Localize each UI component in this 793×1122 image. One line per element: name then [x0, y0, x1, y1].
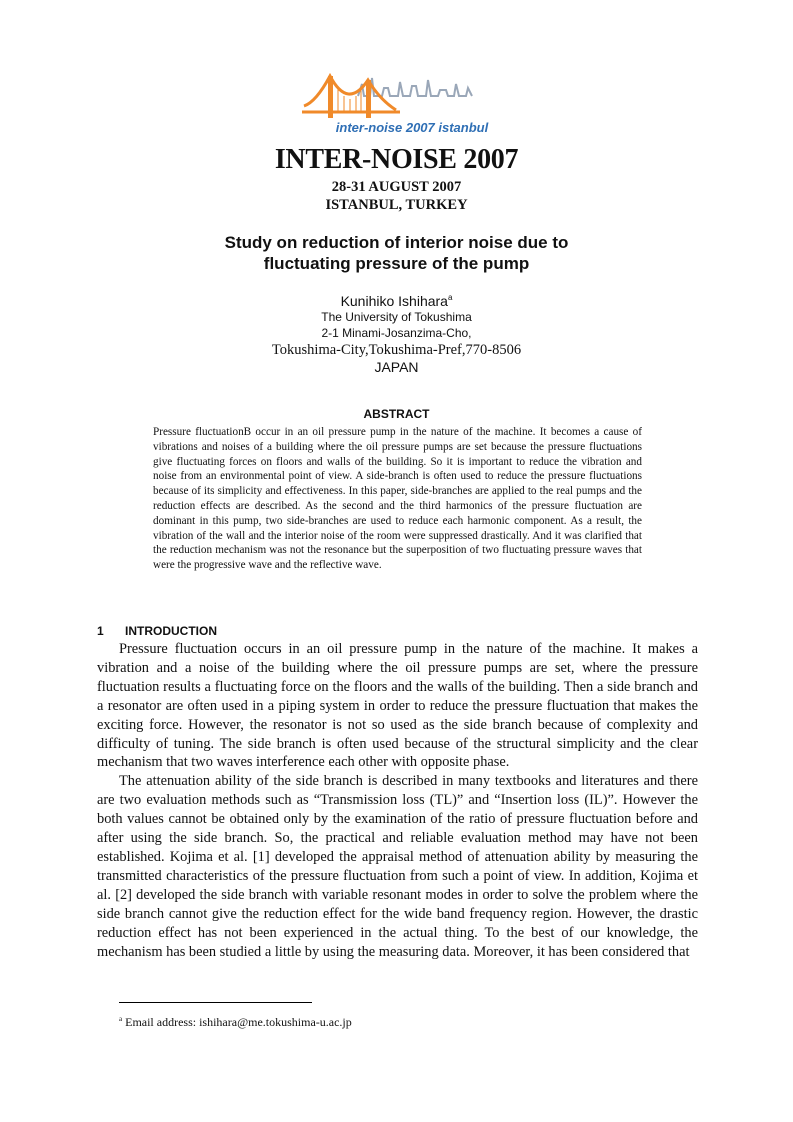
body-paragraph-2: The attenuation ability of the side branch is described in many textbooks and literatures and there are two evaluation methods such as “Transmission loss (TL)” and “Insertion loss (IL)”. However the both values cannot be obtained only by the examination of the ratio of pressure fluctuation before and after using the side branch. So, the practical and reliable evaluation method may have not been established. Kojima et al. [1] developed the appraisal method of attenuation ability by measuring the transmitted characteristics of the pressure fluctuation from such a point of view. In addition, Kojima et al. [2] developed the side branch with variable resonant modes in order to solve the problem where the side branch cannot give the reduction effect for the wide band frequency region. However, the drastic reduction effect has not been experienced in the actual thing. To the best of our knowledge, the mechanism has been studied a little by using the measuring data. Moreover, it has been considered that: [97, 773, 698, 960]
section-number: 1: [97, 624, 104, 638]
section-body: [97, 640, 698, 961]
footnote-text: Email address: ishihara@me.tokushima-u.ac.jp: [125, 1015, 352, 1029]
paper-title-line-2: fluctuating pressure of the pump: [263, 254, 530, 273]
conference-location: ISTANBUL, TURKEY: [325, 197, 468, 213]
abstract-text: Pressure fluctuationB occur in an oil pressure pump in the nature of the machine. It becomes a cause of vibrations and noises of a building where the oil pressure pumps are set because the pressure fluctuations give fluctuating forces on floors and walls of the building. So it is important to reduce the vibration and noise from an environmental point of view. A side-branch is often used to reduce the pressure fluctuations because of its simplicity and effectiveness. In this paper, side-branches are applied to the real pumps and the reduction effects are described. As the second and the third harmonics of the pressure fluctuation are dominant in this pump, two side-branches are used to reduce each harmonic component. As a result, the vibration of the wall and the interior noise of the room were suppressed drastically. And it was clarified that the reduction mechanism was not the resonance but the superposition of two fluctuating pressure waves that were the progressive wave and the reflective wave.: [153, 426, 642, 572]
affiliation-line-4: JAPAN: [374, 359, 419, 375]
affiliation-line-1: The University of Tokushima: [321, 310, 472, 324]
footnote-divider: [119, 1002, 312, 1003]
skyline-shape: [358, 78, 472, 96]
section-title: INTRODUCTION: [125, 624, 217, 638]
author-name-text: Kunihiko Ishihara: [340, 293, 448, 309]
author-name: [0, 289, 793, 310]
footnote: [119, 1012, 352, 1030]
section-heading: [97, 624, 217, 639]
logo-caption: inter-noise 2007 istanbul: [335, 120, 489, 135]
abstract-heading: ABSTRACT: [363, 407, 430, 421]
conference-logo: [300, 66, 490, 138]
paper-title: [0, 232, 793, 274]
body-paragraph-1: Pressure fluctuation occurs in an oil pressure pump in the nature of the machine. It makes a vibration and a noise of the building where the oil pressure pumps are set, where the pressure fluctuation results a fluctuating force on the floors and the walls of the building. Then a side branch and a resonator are often used in a piping system in order to reduce the pressure fluctuation that makes the exciting force. However, the resonator is not so used as the side branch because of complexity and difficulty of tuning. The side branch is often used because of the structural simplicity and the clear mechanism that two waves interference each other with opposite phase.: [97, 641, 698, 771]
paper-title-line-1: Study on reduction of interior noise due to: [224, 233, 569, 252]
author-footnote-marker: a: [447, 293, 453, 302]
footnote-marker: a: [119, 1015, 123, 1023]
conference-title: INTER-NOISE 2007: [274, 144, 519, 175]
affiliation-line-2: 2-1 Minami-Josanzima-Cho,: [321, 326, 472, 340]
affiliation-line-3: Tokushima-City,Tokushima-Pref,770-8506: [271, 342, 522, 358]
conference-dates: 28-31 AUGUST 2007: [331, 179, 462, 195]
